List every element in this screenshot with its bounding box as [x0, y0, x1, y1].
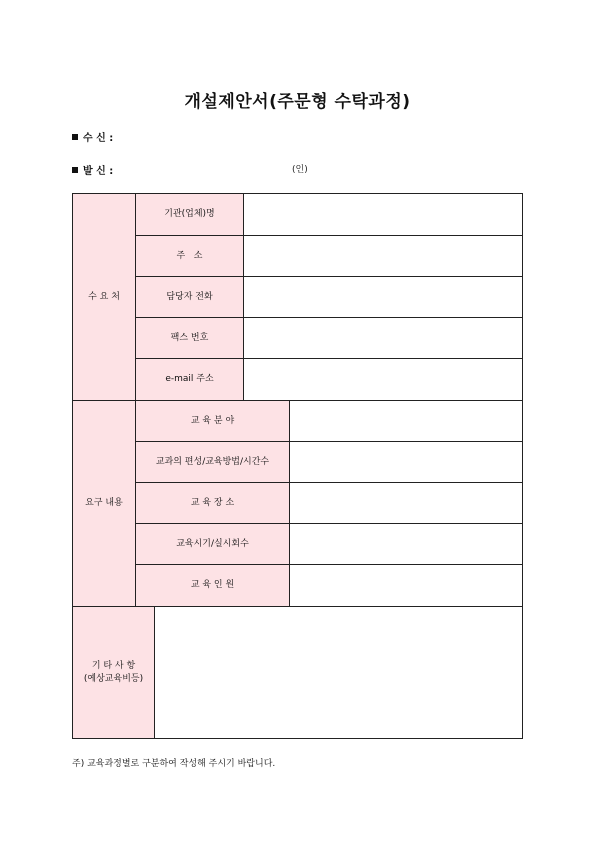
bullet-square-icon: [72, 134, 78, 140]
sender-label: 발 신 :: [83, 166, 114, 177]
request-headcount-label: 교 육 인 원: [135, 564, 289, 606]
client-fax-label: 팩스 번호: [135, 317, 243, 358]
request-headcount-input[interactable]: [289, 564, 522, 606]
client-phone-input[interactable]: [243, 276, 522, 317]
proposal-form: [72, 193, 523, 739]
footnote: 주) 교육과정별로 구분하여 작성해 주시기 바랍니다.: [72, 759, 276, 769]
client-address-label: 주 소: [135, 235, 243, 276]
client-address-input[interactable]: [243, 235, 522, 276]
client-email-input[interactable]: [243, 358, 522, 400]
request-field-label: 교 육 분 야: [135, 400, 289, 441]
client-org-label: 기관(업체)명: [135, 194, 243, 235]
recipient-field: [72, 129, 113, 144]
group-client-label: 수 요 처: [73, 194, 135, 400]
recipient-label: 수 신 :: [83, 133, 114, 144]
client-org-input[interactable]: [243, 194, 522, 235]
request-field-input[interactable]: [289, 400, 522, 441]
client-fax-input[interactable]: [243, 317, 522, 358]
request-location-input[interactable]: [289, 482, 522, 523]
page-title: 개설제안서(주문형 수탁과정): [184, 92, 411, 112]
bullet-square-icon: [72, 167, 78, 173]
request-location-label: 교 육 장 소: [135, 482, 289, 523]
client-email-label: e-mail 주소: [135, 358, 243, 400]
group-other-label: 기 타 사 항 (예상교육비등): [73, 606, 154, 738]
other-notes-input[interactable]: [154, 606, 522, 738]
request-curriculum-label: 교과의 편성/교육방법/시간수: [135, 441, 289, 482]
request-curriculum-input[interactable]: [289, 441, 522, 482]
seal-mark: (인): [292, 165, 308, 175]
sender-field: [72, 162, 113, 177]
request-schedule-label: 교육시기/실시회수: [135, 523, 289, 564]
client-phone-label: 담당자 전화: [135, 276, 243, 317]
group-request-label: 요구 내용: [73, 400, 135, 606]
request-schedule-input[interactable]: [289, 523, 522, 564]
